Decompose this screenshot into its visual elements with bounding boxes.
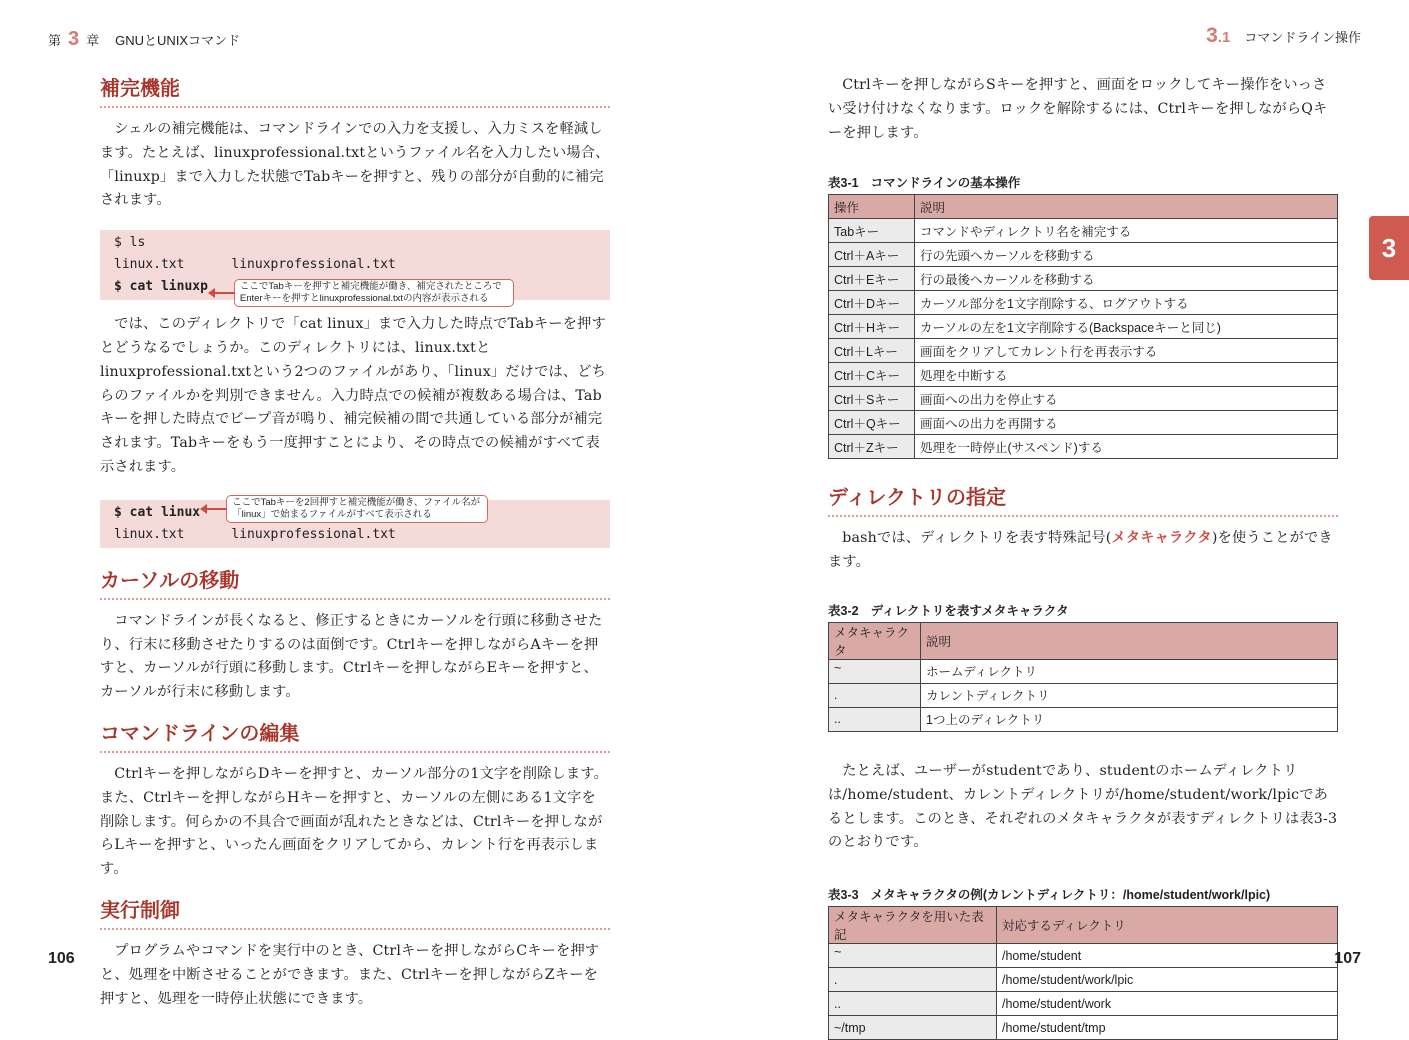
arrow-left-icon bbox=[204, 508, 226, 510]
table-row bbox=[829, 291, 1338, 315]
code-line: linux.txt linuxprofessional.txt bbox=[114, 257, 396, 273]
cell-description: 処理を一時停止(サスペンド)する bbox=[915, 435, 1338, 459]
heading-cursor-move: カーソルの移動 bbox=[100, 566, 610, 600]
cell-description: 画面をクリアしてカレント行を再表示する bbox=[915, 339, 1338, 363]
cell-description: ホームディレクトリ bbox=[921, 659, 1338, 683]
table-row bbox=[829, 219, 1338, 243]
cell-key: Tabキー bbox=[829, 219, 915, 243]
cell-key: Ctrl＋Eキー bbox=[829, 267, 915, 291]
text-before: bashでは、ディレクトリを表す特殊記号( bbox=[842, 530, 1112, 547]
caption-number: 表3-3 bbox=[828, 888, 859, 903]
table-row bbox=[829, 707, 1338, 731]
cell-description: 1つ上のディレクトリ bbox=[921, 707, 1338, 731]
column-header: メタキャラクタを用いた表記 bbox=[829, 907, 997, 944]
caption-number: 表3-1 bbox=[828, 176, 859, 191]
table-row bbox=[829, 944, 1338, 968]
cell-key: Ctrl＋Zキー bbox=[829, 435, 915, 459]
chapter-prefix: 第 bbox=[48, 33, 62, 48]
callout-text: ここでTabキーを2回押すと補完機能が働き、ファイル名が「linux」で始まるファイルがすべて表示される bbox=[226, 495, 488, 523]
text-after: )を使うことができます。 bbox=[828, 530, 1333, 571]
table-row bbox=[829, 315, 1338, 339]
cell-key: . bbox=[829, 683, 921, 707]
cell-key: Ctrl＋Aキー bbox=[829, 243, 915, 267]
cell-description: 画面への出力を停止する bbox=[915, 387, 1338, 411]
section-number bbox=[1206, 24, 1230, 48]
paragraph-exec-control: プログラムやコマンドを実行中のとき、Ctrlキーを押しながらCキーを押すと、処理を中断させることができます。また、Ctrlキーを押しながらZキーを押すと、処理を一時停止状態にできます。 bbox=[100, 942, 600, 1007]
table-row bbox=[829, 1016, 1338, 1040]
heading-exec-control: 実行制御 bbox=[100, 896, 610, 930]
code-line-with-callout bbox=[114, 494, 596, 524]
callout bbox=[204, 495, 488, 523]
caption-number: 表3-2 bbox=[828, 603, 859, 618]
table-header-row bbox=[829, 907, 1338, 944]
code-block-1 bbox=[100, 230, 610, 305]
page-number-left: 106 bbox=[48, 950, 75, 967]
code-line: $ ls bbox=[114, 235, 146, 251]
page-number-right: 107 bbox=[1334, 950, 1361, 967]
highlight-term: メタキャラクタ bbox=[1111, 530, 1212, 547]
table-row bbox=[829, 659, 1338, 683]
cell-description: /home/student bbox=[997, 944, 1338, 968]
section-title: コマンドライン操作 bbox=[1244, 30, 1361, 45]
callout bbox=[212, 279, 514, 307]
left-page bbox=[0, 0, 704, 1007]
table-row bbox=[829, 363, 1338, 387]
code-command: $ cat linux bbox=[114, 504, 201, 520]
table-3-1-caption bbox=[828, 173, 1338, 191]
paragraph-tab-candidates: では、このディレクトリで「cat linux」まで入力した時点でTabキーを押すとどうなるでしょうか。このディレクトリには、linux.txtとlinuxprofessional.txtという2つのファイルがあり、「linux」だけでは、どちらのファイルかを判別できません。入力時点での候補が複数ある場合は、Tabキーを押した時点でビープ音が鳴り、補完候補の間で共通している部分が補完されます。Tabキーをもう一度押すことにより、その時点での候補がすべて表示されます。 bbox=[100, 316, 607, 475]
heading-cmdline-edit: コマンドラインの編集 bbox=[100, 719, 610, 753]
code-block-2 bbox=[100, 496, 610, 548]
column-header: 対応するディレクトリ bbox=[997, 907, 1338, 944]
table-row bbox=[829, 387, 1338, 411]
table-basic-operations bbox=[828, 194, 1338, 459]
table-row bbox=[829, 435, 1338, 459]
chapter-suffix: 章 bbox=[86, 33, 100, 48]
cell-description: カーソルの左を1文字削除する(Backspaceキーと同じ) bbox=[915, 315, 1338, 339]
caption-text: ディレクトリを表すメタキャラクタ bbox=[870, 603, 1069, 618]
table-3-3-caption bbox=[828, 885, 1338, 903]
column-header: 説明 bbox=[915, 195, 1338, 219]
code-command: $ cat linuxp bbox=[114, 279, 208, 295]
column-header: 操作 bbox=[829, 195, 915, 219]
cell-description: 処理を中断する bbox=[915, 363, 1338, 387]
table-metacharacters bbox=[828, 622, 1338, 732]
caption-text: メタキャラクタの例(カレントディレクトリ：/home/student/work/lpic) bbox=[870, 888, 1271, 903]
cell-description: カレントディレクトリ bbox=[921, 683, 1338, 707]
cell-key: Ctrl＋Dキー bbox=[829, 291, 915, 315]
code-line-with-callout bbox=[114, 276, 596, 305]
cell-key: ~/tmp bbox=[829, 1016, 997, 1040]
chapter-title: GNUとUNIXコマンド bbox=[115, 33, 241, 48]
section-number-major: 3 bbox=[1206, 24, 1218, 47]
cell-key: . bbox=[829, 968, 997, 992]
cell-description: /home/student/work bbox=[997, 992, 1338, 1016]
table-3-2-caption bbox=[828, 601, 1338, 619]
table-row bbox=[829, 992, 1338, 1016]
cell-key: .. bbox=[829, 992, 997, 1016]
cell-description: コマンドやディレクトリ名を補完する bbox=[915, 219, 1338, 243]
table-header-row bbox=[829, 195, 1338, 219]
table-row bbox=[829, 267, 1338, 291]
cell-key: Ctrl＋Sキー bbox=[829, 387, 915, 411]
cell-key: Ctrl＋Lキー bbox=[829, 339, 915, 363]
table-row bbox=[829, 683, 1338, 707]
table-row bbox=[829, 411, 1338, 435]
cell-description: カーソル部分を1文字削除する、ログアウトする bbox=[915, 291, 1338, 315]
column-header: 説明 bbox=[921, 622, 1338, 659]
cell-key: Ctrl＋Cキー bbox=[829, 363, 915, 387]
cell-key: ~ bbox=[829, 659, 921, 683]
heading-directory: ディレクトリの指定 bbox=[828, 483, 1338, 517]
paragraph-cmdline-edit: Ctrlキーを押しながらDキーを押すと、カーソル部分の1文字を削除します。また、Ctrlキーを押しながらHキーを押すと、カーソルの左側にある1文字を削除します。何らかの不具合で画面が乱れたときなどは、Ctrlキーを押しながらLキーを押すと、いったん画面をクリアしてから、カレント行を再表示します。 bbox=[100, 765, 608, 878]
arrow-left-icon bbox=[212, 292, 234, 294]
table-row bbox=[829, 968, 1338, 992]
cell-key: ~ bbox=[829, 944, 997, 968]
section-number-minor: .1 bbox=[1217, 29, 1231, 46]
cell-key: Ctrl＋Qキー bbox=[829, 411, 915, 435]
paragraph-student-example: たとえば、ユーザーがstudentであり、studentのホームディレクトリは/home/student、カレントディレクトリが/home/student/work/lpicであるとします。このとき、それぞれのメタキャラクタが表すディレクトリは表3-3のとおりです。 bbox=[828, 762, 1338, 851]
caption-text: コマンドラインの基本操作 bbox=[870, 176, 1021, 191]
cell-key: .. bbox=[829, 707, 921, 731]
heading-completion: 補完機能 bbox=[100, 74, 610, 108]
cell-key: Ctrl＋Hキー bbox=[829, 315, 915, 339]
paragraph-completion: シェルの補完機能は、コマンドラインでの入力を支援し、入力ミスを軽減します。たとえば、linuxprofessional.txtというファイル名を入力したい場合、「linuxp」まで入力した状態でTabキーを押すと、残りの部分が自動的に補完されます。 bbox=[100, 121, 610, 209]
cell-description: 行の先頭へカーソルを移動する bbox=[915, 243, 1338, 267]
cell-description: 行の最後へカーソルを移動する bbox=[915, 267, 1338, 291]
paragraph-cursor-move: コマンドラインが長くなると、修正するときにカーソルを行頭に移動させたり、行末に移動させたりするのは面倒です。Ctrlキーを押しながらAキーを押すと、カーソルが行頭に移動します。Ctrlキーを押しながらEキーを押すと、カーソルが行末に移動します。 bbox=[100, 612, 603, 701]
right-page bbox=[705, 0, 1409, 1035]
chapter-number: 3 bbox=[68, 28, 80, 50]
column-header: メタキャラクタ bbox=[829, 622, 921, 659]
table-row bbox=[829, 243, 1338, 267]
cell-description: /home/student/tmp bbox=[997, 1016, 1338, 1040]
running-head-section bbox=[1206, 24, 1361, 48]
paragraph-metachar-intro bbox=[828, 527, 1338, 575]
callout-text: ここでTabキーを押すと補完機能が働き、補完されたところでEnterキーを押すとlinuxprofessional.txtの内容が表示される bbox=[234, 279, 514, 307]
left-column bbox=[100, 74, 610, 1011]
chapter-thumb-tab: 3 bbox=[1369, 216, 1409, 280]
running-head-chapter bbox=[48, 28, 240, 51]
right-column bbox=[828, 74, 1338, 1040]
cell-description: /home/student/work/lpic bbox=[997, 968, 1338, 992]
table-metachar-examples bbox=[828, 906, 1338, 1040]
paragraph-screen-lock: Ctrlキーを押しながらSキーを押すと、画面をロックしてキー操作をいっさい受け付けなくなります。ロックを解除するには、Ctrlキーを押しながらQキーを押します。 bbox=[828, 77, 1328, 141]
cell-description: 画面への出力を再開する bbox=[915, 411, 1338, 435]
table-header-row bbox=[829, 622, 1338, 659]
table-row bbox=[829, 339, 1338, 363]
code-line: linux.txt linuxprofessional.txt bbox=[114, 526, 396, 542]
